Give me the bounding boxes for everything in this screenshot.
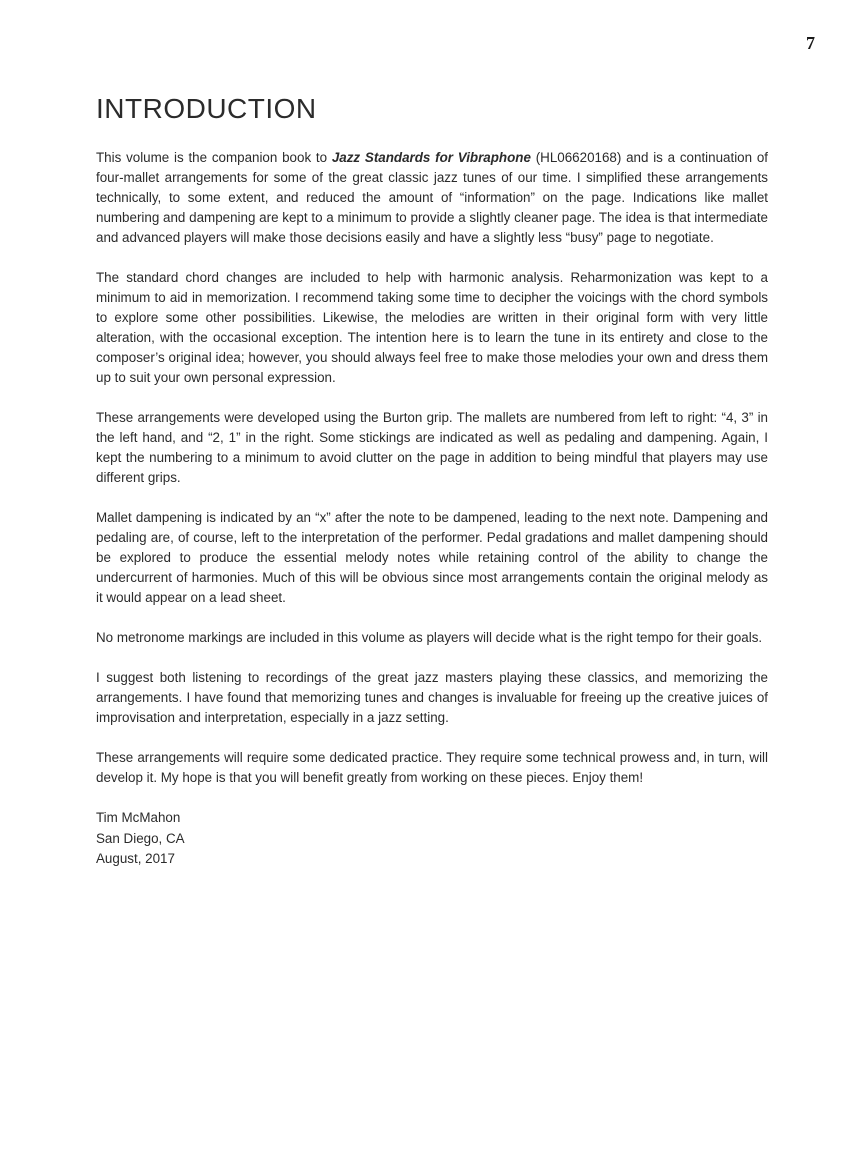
metronome-paragraph: No metronome markings are included in this volume as players will decide what is the right tempo for their goals. — [96, 630, 763, 645]
intro-paragraph-1-lead: This volume is the companion book to — [96, 150, 332, 165]
page-title: INTRODUCTION — [96, 93, 317, 124]
author-location: San Diego, CA — [96, 830, 185, 846]
companion-book-title: Jazz Standards for Vibraphone — [331, 150, 531, 165]
listening-paragraph: I suggest both listening to recordings of the great jazz masters playing these classics, and memorizing the arrangements. I have found that memorizing tunes and changes is invaluable for freeing up the creative juices of improvisation and interpretation, especially in a jazz setting. — [96, 670, 768, 725]
practice-paragraph: These arrangements will require some dedicated practice. They require some technical prowess and, in turn, will develop it. My hope is that you will benefit greatly from working on these pieces. Enjoy them! — [96, 750, 768, 785]
chord-changes-paragraph: The standard chord changes are included to help with harmonic analysis. Reharmonization was kept to a minimum to aid in memorization. I recommend taking some time to decipher the voicings with the chord symbols to explore some other possibilities. Likewise, the melodies are written in their original form with very little alteration, with the occasional exception. The intention here is to learn the tune in its entirety and close to the composer’s original idea; however, you should always feel free to make those melodies your own and dress them up to suit your own personal expression. — [96, 270, 768, 385]
intro-paragraph-1-rest: (HL06620168) and is a continuation of four-mallet arrangements for some of the great classic jazz tunes of our time. I simplified these arrangements technically, to some extent, and reduced the amount of “information” on the page. Indications like mallet numbering and dampening are kept to a minimum to provide a slightly cleaner page. The idea is that intermediate and advanced players will make those decisions easily and have a slightly less “busy” page to negotiate. — [96, 150, 769, 245]
intro-paragraph-1 — [96, 148, 768, 248]
signature-date: August, 2017 — [96, 851, 175, 866]
mallet-dampening-paragraph: Mallet dampening is indicated by an “x” after the note to be dampened, leading to the next note. Dampening and pedaling are, of course, left to the interpretation of the performer. Pedal gradations and mallet dampening should be explored to produce the essential melody notes while retaining control of the ability to change the undercurrent of harmonies. Much of this will be obvious since most arrangements contain the original melody as it would appear on a lead sheet. — [96, 510, 768, 605]
page-number: 7 — [806, 33, 815, 53]
burton-grip-paragraph: These arrangements were developed using the Burton grip. The mallets are numbered from left to right: “4, 3” in the left hand, and “2, 1” in the right. Some stickings are indicated as well as pedaling and dampening. Again, I kept the numbering to a minimum to avoid clutter on the page in addition to being mindful that players may use different grips. — [96, 410, 768, 485]
author-name: Tim McMahon — [96, 810, 181, 825]
page-content — [96, 88, 768, 870]
signature-block — [96, 808, 768, 870]
